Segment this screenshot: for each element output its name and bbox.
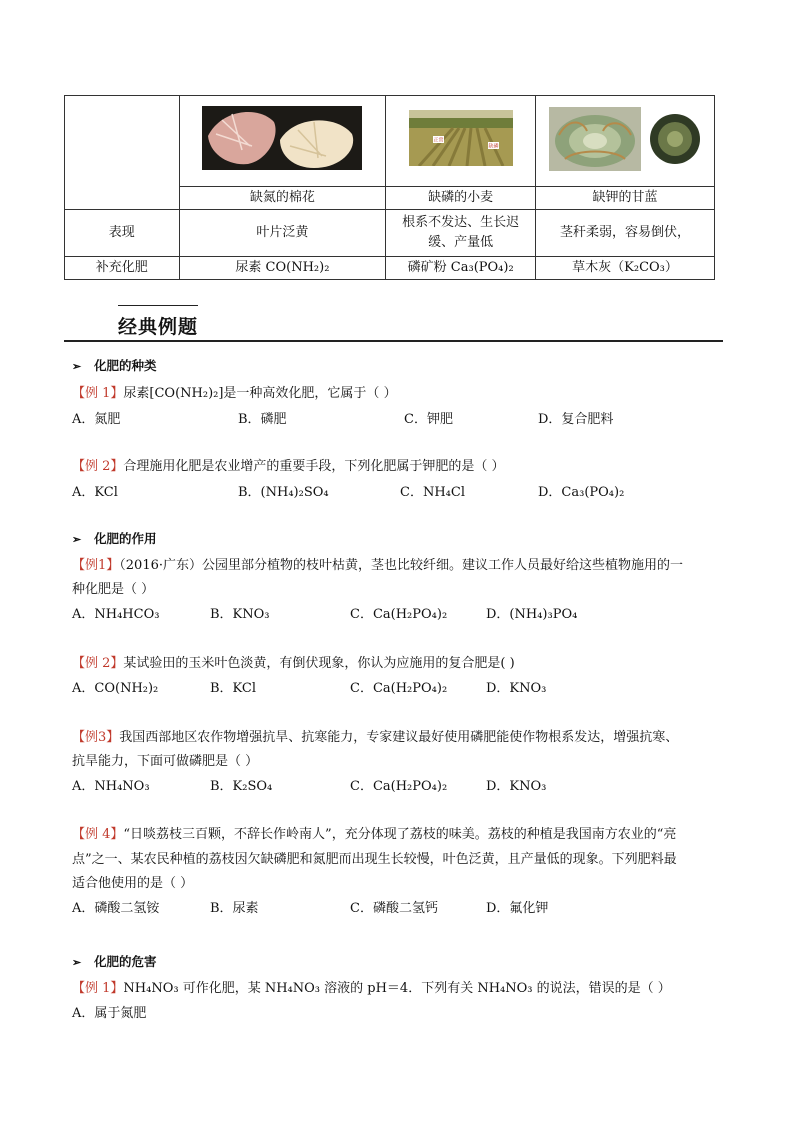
section-rule [64, 340, 723, 342]
option-b4-a: A．磷酸二氢铵 [72, 901, 160, 916]
option-a1-b: B．磷肥 [238, 412, 287, 427]
question-text: 合理施用化肥是农业增产的重要手段，下列化肥属于钾肥的是（ ） [123, 459, 505, 474]
option-b2-b: B．KCl [210, 681, 257, 696]
perf-nitrogen: 叶片泛黄 [179, 210, 386, 257]
question-c1 [72, 977, 671, 996]
arrow-icon: ➢ [72, 360, 82, 373]
option-b4-b: B．尿素 [210, 901, 259, 916]
section-title: 经典例题 [118, 316, 199, 338]
option-b3-a: A．NH₄NO₃ [72, 779, 150, 794]
arrow-icon: ➢ [72, 956, 82, 969]
question-a1 [72, 382, 397, 401]
option-b1-d: D．(NH₄)₃PO₄ [486, 607, 578, 622]
topic-fertilizer-effects [72, 529, 157, 547]
question-text: 尿素[CO(NH₂)₂]是一种高效化肥，它属于（ ） [123, 386, 397, 401]
option-a1-c: C．钾肥 [404, 412, 453, 427]
option-b4-d: D．氟化钾 [486, 901, 549, 916]
option-b2-d: D．KNO₃ [486, 681, 547, 696]
caption-cotton: 缺氮的棉花 [179, 187, 386, 210]
question-text: NH₄NO₃ 可作化肥，某 NH₄NO₃ 溶液的 pH＝4．下列有关 NH₄NO₃ 的说法，错误的是（ ） [123, 981, 671, 996]
question-tag: 【例3】 [72, 730, 120, 745]
wheat-field-image [409, 110, 513, 166]
question-text: 某试验田的玉米叶色淡黄，有倒伏现象，你认为应施用的复合肥是( ) [123, 656, 515, 671]
cotton-leaf-image [202, 106, 362, 170]
option-b1-c: C．Ca(H₂PO₄)₂ [350, 607, 448, 622]
perf-phosphorus [386, 210, 536, 257]
option-a2-d: D．Ca₃(PO₄)₂ [538, 485, 625, 500]
option-a2-b: B．(NH₄)₂SO₄ [238, 485, 329, 500]
option-b3-d: D．KNO₃ [486, 779, 547, 794]
question-b3-cont: 抗旱能力，下面可做磷肥是（ ） [72, 754, 259, 769]
question-b2 [72, 652, 515, 671]
perf-phosphorus-text: 根系不发达、生长迟缓、产量低 [402, 215, 520, 250]
section-top-rule [118, 305, 198, 306]
question-text: “日啖荔枝三百颗，不辞长作岭南人”，充分体现了荔枝的味美。荔枝的种植是我国南方农业的“亮 [123, 827, 677, 842]
option-c1-a: A．属于氮肥 [72, 1006, 147, 1021]
option-b1-a: A．NH₄HCO₃ [72, 607, 160, 622]
topic-title: 化肥的种类 [94, 358, 157, 373]
option-a2-a: A．KCl [72, 485, 118, 500]
topic-fertilizer-types [72, 356, 157, 374]
row-label-performance: 表现 [65, 210, 180, 257]
caption-wheat: 缺磷的小麦 [386, 187, 536, 210]
fert-phosphorus: 磷矿粉 Ca₃(PO₄)₂ [386, 257, 536, 280]
option-a1-a: A．氮肥 [72, 412, 121, 427]
question-tag: 【例 2】 [72, 459, 124, 474]
question-text: 我国西部地区农作物增强抗旱、抗寒能力，专家建议最好使用磷肥能使作物根系发达，增强抗寒、 [119, 730, 679, 745]
fert-potassium: 草木灰（K₂CO₃） [536, 257, 715, 280]
option-b3-c: C．Ca(H₂PO₄)₂ [350, 779, 448, 794]
option-b2-a: A．CO(NH₂)₂ [72, 681, 159, 696]
table-corner-cell [65, 96, 180, 210]
question-b4 [72, 823, 676, 842]
question-a2 [72, 455, 505, 474]
question-tag: 【例 2】 [72, 656, 124, 671]
row-label-fertilizer: 补充化肥 [65, 257, 180, 280]
question-tag: 【例 1】 [72, 981, 124, 996]
cabbage-image [545, 105, 705, 171]
cabbage-photo-cell [536, 96, 715, 187]
question-b1 [72, 554, 683, 573]
option-b2-c: C．Ca(H₂PO₄)₂ [350, 681, 448, 696]
question-tag: 【例1】 [72, 558, 120, 573]
fert-nitrogen: 尿素 CO(NH₂)₂ [179, 257, 386, 280]
question-b1-cont: 种化肥是（ ） [72, 582, 155, 597]
topic-fertilizer-hazards [72, 952, 157, 970]
question-b4-cont1: 点”之一、某农民种植的荔枝因欠缺磷肥和氮肥而出现生长较慢，叶色泛黄，且产量低的现象。下列肥料最 [72, 852, 677, 867]
option-b1-b: B．KNO₃ [210, 607, 270, 622]
arrow-icon: ➢ [72, 533, 82, 546]
option-b3-b: B．K₂SO₄ [210, 779, 273, 794]
question-b3 [72, 726, 678, 745]
option-a1-d: D．复合肥料 [538, 412, 614, 427]
question-tag: 【例 1】 [72, 386, 124, 401]
wheat-label-deficient: 缺磷 [488, 143, 499, 149]
option-b4-c: C．磷酸二氢钙 [350, 901, 438, 916]
cotton-photo-cell [179, 96, 386, 187]
perf-potassium: 茎秆柔弱，容易倒伏， [536, 210, 715, 257]
wheat-photo-cell [386, 96, 536, 187]
option-a2-c: C．NH₄Cl [400, 485, 465, 500]
question-text: （2016·广东）公园里部分植物的枝叶枯黄，茎也比较纤细。建议工作人员最好给这些植物施用的一 [119, 558, 683, 573]
question-tag: 【例 4】 [72, 827, 124, 842]
wheat-label-normal: 正常 [433, 137, 444, 143]
topic-title: 化肥的危害 [94, 954, 157, 969]
topic-title: 化肥的作用 [94, 531, 157, 546]
question-b4-cont2: 适合他使用的是（ ） [72, 876, 194, 891]
deficiency-table [64, 95, 715, 280]
caption-cabbage: 缺钾的甘蓝 [536, 187, 715, 210]
